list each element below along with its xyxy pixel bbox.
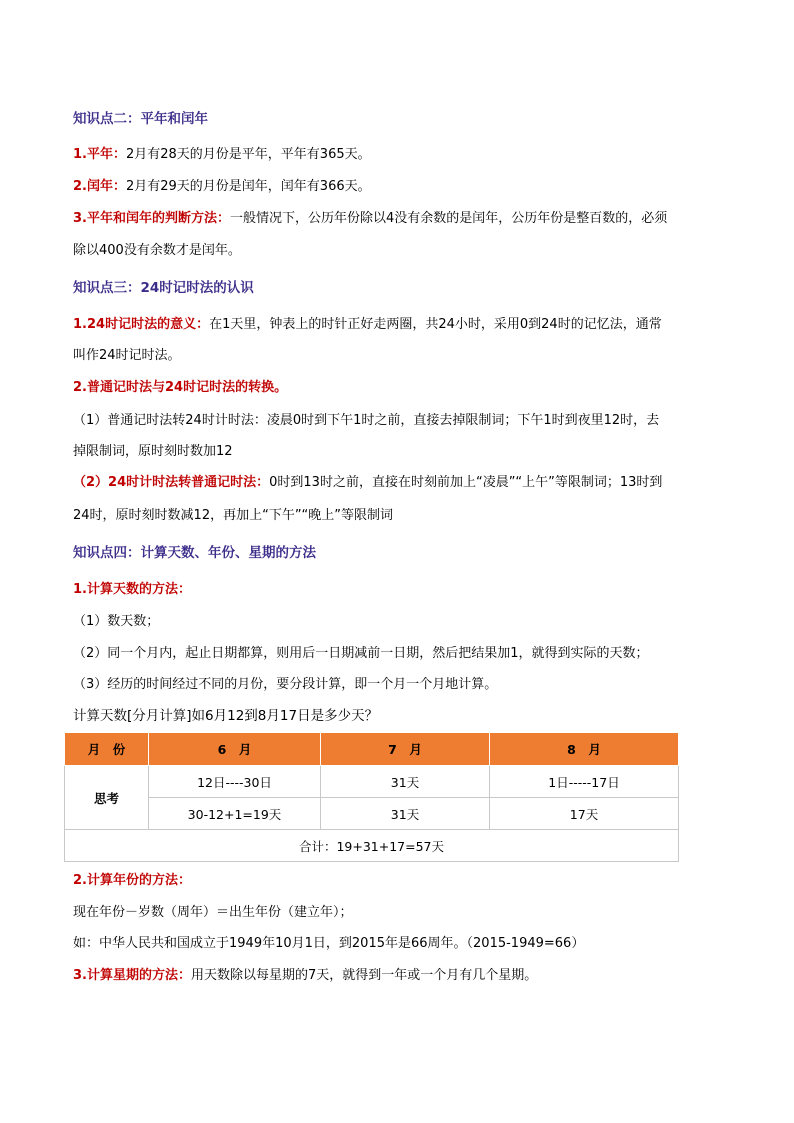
text: 2月有29天的月份是闰年，闰年有366天。 <box>125 179 371 194</box>
text: 用天数除以每星期的7天，就得到一年或一个月有几个星期。 <box>190 968 538 983</box>
label: 1.24时记时法的意义： <box>73 317 210 332</box>
paragraph-conversion-2 <box>73 474 662 492</box>
paragraph-calc-days-title: 1.计算天数的方法： <box>73 582 191 597</box>
paragraph-common-year <box>73 146 371 164</box>
paragraph-calc-years-2: 如：中华人民共和国成立于1949年10月1日，到2015年是66周年。（2015-1949=66） <box>73 936 585 951</box>
paragraph-conversion-title: 2.普通记时法与24时记时法的转换。 <box>73 380 288 395</box>
label: 2.闰年： <box>73 179 126 194</box>
table-cell: 31天 <box>321 766 490 798</box>
header-cell: 8 月 <box>490 733 679 766</box>
table-total-row <box>65 830 679 862</box>
paragraph-calc-days-3: （3）经历的时间经过不同的月份，要分段计算，即一个月一个月地计算。 <box>73 677 498 692</box>
section-title-leap-year: 知识点二：平年和闰年 <box>73 111 208 127</box>
paragraph-calc-weeks <box>73 967 537 985</box>
section-title-calc: 知识点四：计算天数、年份、星期的方法 <box>73 545 316 561</box>
paragraph-judge-method <box>73 210 667 228</box>
paragraph-conversion-1: （1）普通记时法转24时计时法：凌晨0时到下午1时之前，直接去掉限制词；下午1时到夜里12时，去 <box>73 413 660 428</box>
label: 3.平年和闰年的判断方法： <box>73 211 230 226</box>
header-cell: 7 月 <box>321 733 490 766</box>
days-table <box>64 732 679 862</box>
paragraph-conversion-2-cont: 24时，原时刻时数减12，再加上“下午”“晚上”等限制词 <box>73 508 394 523</box>
text: 一般情况下，公历年份除以4没有余数的是闰年，公历年份是整百数的，必须 <box>229 211 668 226</box>
paragraph-24h-meaning-cont: 叫作24时记时法。 <box>73 348 181 363</box>
row-label-think: 思考 <box>65 766 149 830</box>
text: 2月有28天的月份是平年，平年有365天。 <box>125 147 371 162</box>
table-cell: 30-12+1=19天 <box>149 798 321 830</box>
paragraph-example: 计算天数[分月计算]如6月12到8月17日是多少天？ <box>73 708 379 724</box>
table-row <box>65 798 679 830</box>
paragraph-calc-years-1: 现在年份－岁数（周年）＝出生年份（建立年）； <box>73 905 353 920</box>
paragraph-leap-year <box>73 178 371 196</box>
paragraph-conversion-1-cont: 掉限制词，原时刻时数加12 <box>73 444 233 459</box>
table-cell: 1日-----17日 <box>490 766 679 798</box>
paragraph-calc-days-2: （2）同一个月内，起止日期都算，则用后一日期减前一日期，然后把结果加1，就得到实际的天数； <box>73 646 649 661</box>
paragraph-calc-years-title: 2.计算年份的方法： <box>73 873 191 888</box>
label: 3.计算星期的方法： <box>73 968 191 983</box>
table-row <box>65 766 679 798</box>
paragraph-calc-days-1: （1）数天数； <box>73 614 160 629</box>
header-cell: 月 份 <box>65 733 149 766</box>
header-cell: 6 月 <box>149 733 321 766</box>
table-total-cell: 合计：19+31+17=57天 <box>65 830 679 862</box>
table-cell: 17天 <box>490 798 679 830</box>
table-cell: 12日----30日 <box>149 766 321 798</box>
paragraph-24h-meaning <box>73 316 662 334</box>
text: 在1天里，钟表上的时针正好走两圈，共24小时，采用0到24时的记忆法，通常 <box>209 317 662 332</box>
table-header-row <box>65 733 679 766</box>
label: （2）24时计时法转普通记时法： <box>73 475 270 490</box>
section-title-24h: 知识点三：24时记时法的认识 <box>73 280 254 296</box>
text: 0时到13时之前，直接在时刻前加上“凌晨”“上午”等限制词；13时到 <box>269 475 663 490</box>
table-cell: 31天 <box>321 798 490 830</box>
paragraph-judge-method-cont: 除以400没有余数才是闰年。 <box>73 243 241 258</box>
label: 1.平年： <box>73 147 126 162</box>
